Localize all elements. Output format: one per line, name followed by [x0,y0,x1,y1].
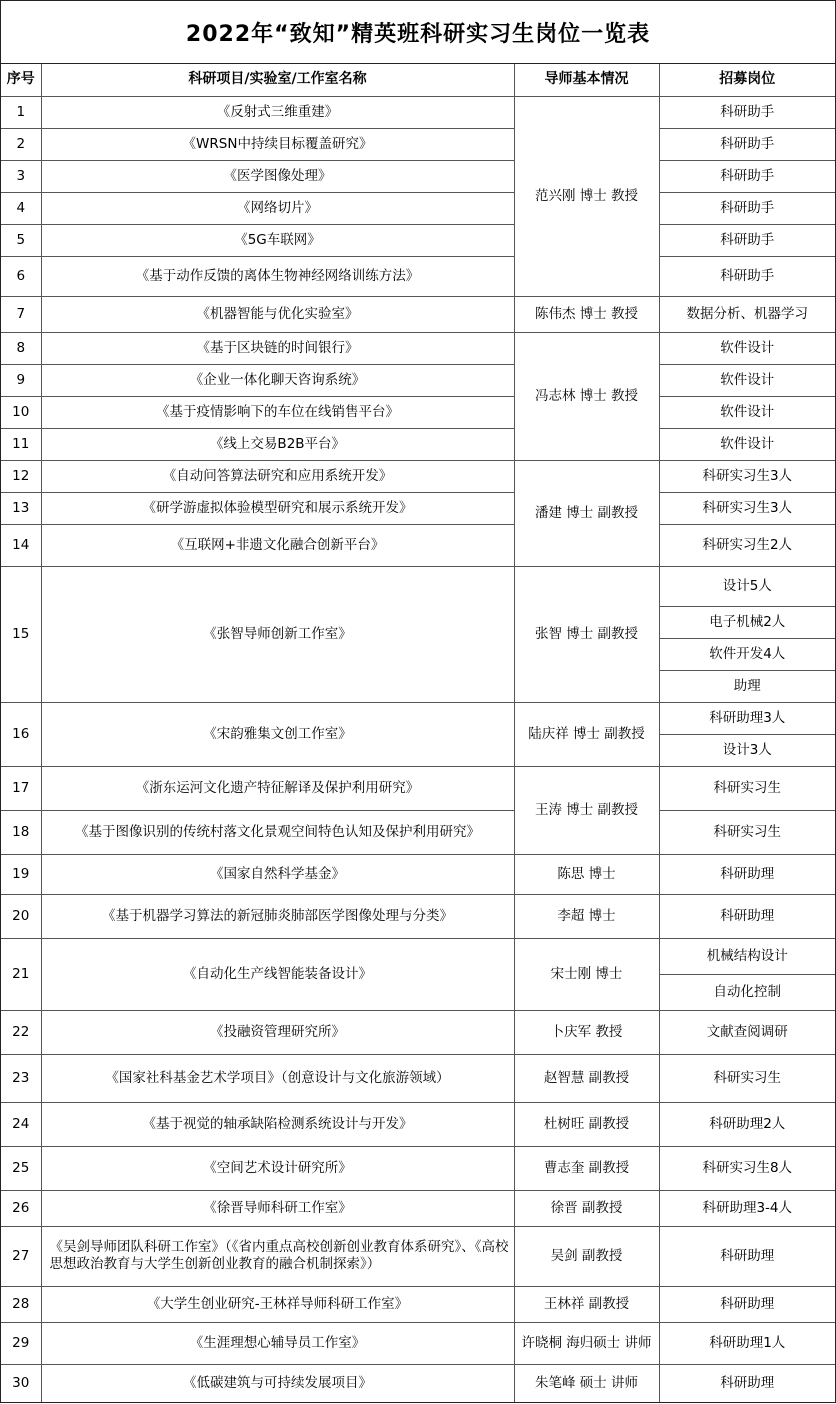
sheet-title: 2022年“致知”精英班科研实习生岗位一览表 [1,1,835,64]
advisor-cell: 张智 博士 副教授 [514,566,659,702]
row-number-cell: 2 [1,128,41,160]
position-cell: 电子机械2人 [659,606,835,638]
position-cell: 软件设计 [659,428,835,460]
position-cell: 科研助理2人 [659,1102,835,1146]
position-cell: 科研助手 [659,224,835,256]
advisor-cell: 卜庆军 教授 [514,1010,659,1054]
row-number-cell: 18 [1,810,41,854]
project-name-cell: 《国家社科基金艺术学项目》（创意设计与文化旅游领域） [41,1054,514,1102]
table-row [1,566,835,606]
table-row [1,1364,835,1402]
position-cell: 科研助理 [659,1286,835,1322]
table-row [1,332,835,364]
table-row [1,1226,835,1286]
row-number-cell: 3 [1,160,41,192]
header-cell-advisor: 导师基本情况 [514,64,659,96]
table-row [1,364,835,396]
row-number-cell: 22 [1,1010,41,1054]
table-row [1,128,835,160]
table-row [1,428,835,460]
position-cell: 科研助手 [659,128,835,160]
position-cell: 数据分析、机器学习 [659,296,835,332]
position-cell: 自动化控制 [659,974,835,1010]
table-row [1,96,835,128]
project-name-cell: 《浙东运河文化遗产特征解译及保护利用研究》 [41,766,514,810]
table-row [1,1322,835,1364]
advisor-cell: 宋士刚 博士 [514,938,659,1010]
header-cell-position: 招募岗位 [659,64,835,96]
project-name-cell: 《互联网+非遗文化融合创新平台》 [41,524,514,566]
advisor-cell: 王林祥 副教授 [514,1286,659,1322]
table-row [1,1010,835,1054]
table-row [1,810,835,854]
project-name-cell: 《基于机器学习算法的新冠肺炎肺部医学图像处理与分类》 [41,894,514,938]
table-row [1,460,835,492]
project-name-cell: 《医学图像处理》 [41,160,514,192]
position-cell: 科研助手 [659,192,835,224]
project-name-cell: 《基于疫情影响下的车位在线销售平台》 [41,396,514,428]
advisor-cell: 王涛 博士 副教授 [514,766,659,854]
project-name-cell: 《基于图像识别的传统村落文化景观空间特色认知及保护利用研究》 [41,810,514,854]
header-cell-no: 序号 [1,64,41,96]
position-cell: 科研助手 [659,256,835,296]
row-number-cell: 26 [1,1190,41,1226]
advisor-cell: 徐晋 副教授 [514,1190,659,1226]
table-row [1,894,835,938]
position-cell: 科研助理 [659,1226,835,1286]
row-number-cell: 21 [1,938,41,1010]
row-number-cell: 17 [1,766,41,810]
row-number-cell: 19 [1,854,41,894]
table-row [1,524,835,566]
position-cell: 软件开发4人 [659,638,835,670]
position-cell: 助理 [659,670,835,702]
position-cell: 科研助理 [659,854,835,894]
advisor-cell: 潘建 博士 副教授 [514,460,659,566]
position-cell: 科研助理1人 [659,1322,835,1364]
row-number-cell: 5 [1,224,41,256]
position-cell: 科研助理3-4人 [659,1190,835,1226]
advisor-cell: 范兴刚 博士 教授 [514,96,659,296]
project-name-cell: 《徐晋导师科研工作室》 [41,1190,514,1226]
row-number-cell: 29 [1,1322,41,1364]
position-cell: 科研实习生 [659,1054,835,1102]
project-name-cell: 《自动问答算法研究和应用系统开发》 [41,460,514,492]
project-name-cell: 《基于区块链的时间银行》 [41,332,514,364]
table-row [1,396,835,428]
project-name-cell: 《自动化生产线智能装备设计》 [41,938,514,1010]
project-name-cell: 《张智导师创新工作室》 [41,566,514,702]
row-number-cell: 11 [1,428,41,460]
table-row [1,1102,835,1146]
project-name-cell: 《大学生创业研究-王林祥导师科研工作室》 [41,1286,514,1322]
position-cell: 科研助理 [659,1364,835,1402]
position-cell: 软件设计 [659,396,835,428]
position-cell: 软件设计 [659,332,835,364]
row-number-cell: 15 [1,566,41,702]
row-number-cell: 12 [1,460,41,492]
project-name-cell: 《线上交易B2B平台》 [41,428,514,460]
table-row [1,1190,835,1226]
advisor-cell: 陈伟杰 博士 教授 [514,296,659,332]
project-name-cell: 《吴剑导师团队科研工作室》（《省内重点高校创新创业教育体系研究》、《高校思想政治教育与大学生创新创业教育的融合机制探索》） [41,1226,514,1286]
position-cell: 设计3人 [659,734,835,766]
project-name-cell: 《基于动作反馈的离体生物神经网络训练方法》 [41,256,514,296]
table-body [1,96,835,1402]
project-name-cell: 《WRSN中持续目标覆盖研究》 [41,128,514,160]
table-row [1,1146,835,1190]
advisor-cell: 朱笔峰 硕士 讲师 [514,1364,659,1402]
row-number-cell: 1 [1,96,41,128]
row-number-cell: 6 [1,256,41,296]
project-name-cell: 《宋韵雅集文创工作室》 [41,702,514,766]
project-name-cell: 《研学游虚拟体验模型研究和展示系统开发》 [41,492,514,524]
table-row [1,296,835,332]
table-row [1,1054,835,1102]
project-name-cell: 《基于视觉的轴承缺陷检测系统设计与开发》 [41,1102,514,1146]
position-cell: 科研助手 [659,160,835,192]
advisor-cell: 曹志奎 副教授 [514,1146,659,1190]
table-row [1,160,835,192]
advisor-cell: 李超 博士 [514,894,659,938]
project-name-cell: 《网络切片》 [41,192,514,224]
position-cell: 软件设计 [659,364,835,396]
advisor-cell: 杜树旺 副教授 [514,1102,659,1146]
table-row [1,766,835,810]
row-number-cell: 7 [1,296,41,332]
positions-table [1,64,835,1402]
row-number-cell: 20 [1,894,41,938]
table-row [1,938,835,974]
row-number-cell: 16 [1,702,41,766]
position-cell: 科研助理 [659,894,835,938]
project-name-cell: 《企业一体化聊天咨询系统》 [41,364,514,396]
table-row [1,492,835,524]
row-number-cell: 25 [1,1146,41,1190]
row-number-cell: 8 [1,332,41,364]
project-name-cell: 《反射式三维重建》 [41,96,514,128]
table-row [1,192,835,224]
row-number-cell: 10 [1,396,41,428]
advisor-cell: 冯志林 博士 教授 [514,332,659,460]
project-name-cell: 《机器智能与优化实验室》 [41,296,514,332]
project-name-cell: 《投融资管理研究所》 [41,1010,514,1054]
advisor-cell: 许晓桐 海归硕士 讲师 [514,1322,659,1364]
row-number-cell: 27 [1,1226,41,1286]
advisor-cell: 陆庆祥 博士 副教授 [514,702,659,766]
table-row [1,224,835,256]
position-cell: 科研实习生 [659,810,835,854]
position-cell: 科研实习生3人 [659,460,835,492]
row-number-cell: 13 [1,492,41,524]
row-number-cell: 28 [1,1286,41,1322]
project-name-cell: 《国家自然科学基金》 [41,854,514,894]
advisor-cell: 吴剑 副教授 [514,1226,659,1286]
position-cell: 科研实习生2人 [659,524,835,566]
table-row [1,1286,835,1322]
project-name-cell: 《空间艺术设计研究所》 [41,1146,514,1190]
position-cell: 科研助理3人 [659,702,835,734]
project-name-cell: 《低碳建筑与可持续发展项目》 [41,1364,514,1402]
row-number-cell: 4 [1,192,41,224]
header-row [1,64,835,96]
row-number-cell: 24 [1,1102,41,1146]
position-cell: 设计5人 [659,566,835,606]
table-row [1,702,835,734]
advisor-cell: 赵智慧 副教授 [514,1054,659,1102]
position-cell: 科研助手 [659,96,835,128]
row-number-cell: 30 [1,1364,41,1402]
position-cell: 科研实习生8人 [659,1146,835,1190]
row-number-cell: 9 [1,364,41,396]
project-name-cell: 《5G车联网》 [41,224,514,256]
table-row [1,854,835,894]
table-row [1,256,835,296]
project-name-cell: 《生涯理想心辅导员工作室》 [41,1322,514,1364]
position-cell: 机械结构设计 [659,938,835,974]
row-number-cell: 14 [1,524,41,566]
advisor-cell: 陈思 博士 [514,854,659,894]
position-cell: 文献查阅调研 [659,1010,835,1054]
header-cell-project: 科研项目/实验室/工作室名称 [41,64,514,96]
position-cell: 科研实习生3人 [659,492,835,524]
position-cell: 科研实习生 [659,766,835,810]
row-number-cell: 23 [1,1054,41,1102]
